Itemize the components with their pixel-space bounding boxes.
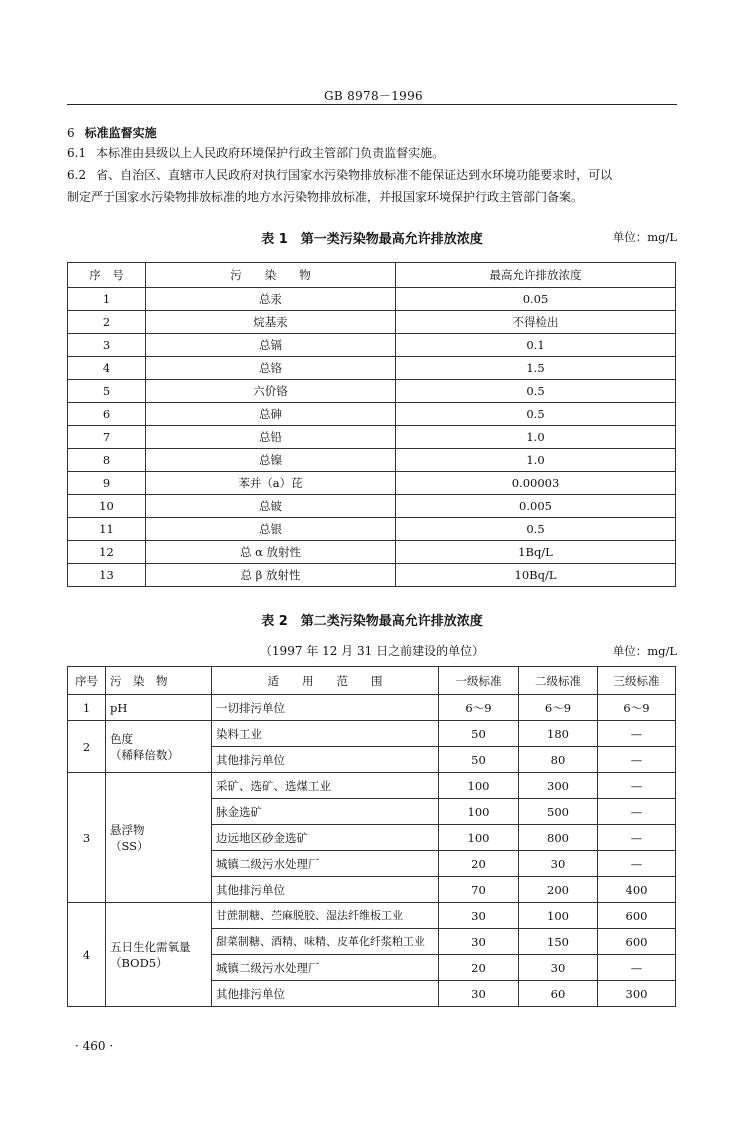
standard-value-cell: — [598, 721, 676, 747]
standard-value-cell: 50 [439, 721, 519, 747]
item-number-cell: 2 [68, 721, 106, 773]
table-cell: 总铅 [146, 426, 396, 449]
column-header: 最高允许排放浓度 [396, 263, 676, 288]
standard-value-cell: 30 [439, 981, 519, 1007]
standard-value-cell: 100 [439, 773, 519, 799]
column-header: 二级标准 [519, 667, 598, 695]
standard-value-cell: 600 [598, 929, 676, 955]
table-cell: 0.5 [396, 380, 676, 403]
standard-value-cell: 80 [519, 747, 598, 773]
table-row [68, 695, 676, 721]
table-cell: 3 [68, 334, 146, 357]
table-cell: 2 [68, 311, 146, 334]
standard-value-cell: — [598, 851, 676, 877]
table-cell: 1 [68, 288, 146, 311]
table1 [67, 262, 676, 587]
pollutant-cell [106, 695, 212, 721]
table-row [68, 721, 676, 747]
standard-value-cell: — [598, 747, 676, 773]
standard-value-cell: 300 [598, 981, 676, 1007]
table-row [68, 334, 676, 357]
table-cell: 4 [68, 357, 146, 380]
scope-cell: 甜菜制糖、酒精、味精、皮革化纤浆粕工业 [212, 929, 439, 955]
paragraph-text: 本标准由县级以上人民政府环境保护行政主管部门负责监督实施。 [96, 146, 445, 160]
column-header: 污 染 物 [106, 667, 212, 695]
table-cell: 1.0 [396, 449, 676, 472]
paragraph-6-2 [67, 164, 679, 208]
table-cell: 0.00003 [396, 472, 676, 495]
paragraph-text: 省、自治区、直辖市人民政府对执行国家水污染物排放标准不能保证达到水环境功能要求时，可以 [96, 168, 613, 182]
table-cell: 六价铬 [146, 380, 396, 403]
scope-cell: 采矿、选矿、选煤工业 [212, 773, 439, 799]
standard-value-cell: 100 [439, 825, 519, 851]
scope-cell: 一切排污单位 [212, 695, 439, 721]
column-header: 适 用 范 围 [212, 667, 439, 695]
standard-value-cell: 100 [439, 799, 519, 825]
table-cell: 总汞 [146, 288, 396, 311]
standard-value-cell: 500 [519, 799, 598, 825]
table-row [68, 903, 676, 929]
item-number-cell: 3 [68, 773, 106, 903]
standard-value-cell: 30 [439, 903, 519, 929]
table-cell: 总 β 放射性 [146, 564, 396, 587]
paragraph-6-1 [67, 142, 679, 164]
paragraph-number: 6.2 [67, 168, 87, 182]
standard-value-cell: 20 [439, 851, 519, 877]
standard-value-cell: 20 [439, 955, 519, 981]
standard-value-cell: 30 [519, 851, 598, 877]
standard-value-cell: 30 [519, 955, 598, 981]
standard-value-cell: 30 [439, 929, 519, 955]
table-cell: 7 [68, 426, 146, 449]
table-row [68, 518, 676, 541]
standard-value-cell: 6～9 [439, 695, 519, 721]
table-row [68, 495, 676, 518]
scope-cell: 其他排污单位 [212, 877, 439, 903]
standard-value-cell: 100 [519, 903, 598, 929]
standard-value-cell: — [598, 773, 676, 799]
table-cell: 总铍 [146, 495, 396, 518]
pollutant-name: 五日生化需氧量 [110, 939, 191, 954]
standard-value-cell: 300 [519, 773, 598, 799]
table-cell: 总铬 [146, 357, 396, 380]
paragraph-number: 6.1 [67, 146, 87, 160]
table-row [68, 311, 676, 334]
table-row [68, 472, 676, 495]
table-cell: 总镉 [146, 334, 396, 357]
table-cell: 10Bq/L [396, 564, 676, 587]
section-number: 6 [67, 126, 75, 140]
header-rule [67, 104, 677, 105]
pollutant-note: （稀释倍数） [110, 747, 179, 762]
pollutant-note: （SS） [110, 838, 149, 853]
column-header: 一级标准 [439, 667, 519, 695]
paragraph-text-continued: 制定严于国家水污染物排放标准的地方水污染物排放标准，并报国家环境保护行政主管部门备案。 [67, 190, 584, 204]
table-cell: 5 [68, 380, 146, 403]
standard-value-cell: — [598, 955, 676, 981]
pollutant-cell [106, 903, 212, 1007]
table1-header-row [68, 263, 676, 288]
table-cell: 不得检出 [396, 311, 676, 334]
table-cell: 苯并（a）芘 [146, 472, 396, 495]
standard-value-cell: 600 [598, 903, 676, 929]
scope-cell: 其他排污单位 [212, 981, 439, 1007]
table-cell: 1.0 [396, 426, 676, 449]
table-cell: 11 [68, 518, 146, 541]
table-cell: 0.1 [396, 334, 676, 357]
scope-cell: 脉金选矿 [212, 799, 439, 825]
column-header: 三级标准 [598, 667, 676, 695]
pollutant-name: pH [110, 700, 128, 715]
table1-unit: 单位：mg/L [612, 230, 677, 244]
table-cell: 1.5 [396, 357, 676, 380]
standard-value-cell: 50 [439, 747, 519, 773]
pollutant-name: 悬浮物 [110, 822, 145, 837]
standard-value-cell: 60 [519, 981, 598, 1007]
table-cell: 0.05 [396, 288, 676, 311]
table-cell: 0.005 [396, 495, 676, 518]
table1-caption: 表 1 第一类污染物最高允许排放浓度 [261, 232, 483, 247]
item-number-cell: 1 [68, 695, 106, 721]
table-row [68, 357, 676, 380]
table2-caption: 表 2 第二类污染物最高允许排放浓度 [261, 614, 483, 629]
table-row [68, 288, 676, 311]
standard-value-cell: 70 [439, 877, 519, 903]
scope-cell: 甘蔗制糖、苎麻脱胶、湿法纤维板工业 [212, 903, 439, 929]
table-cell: 总银 [146, 518, 396, 541]
table-cell: 8 [68, 449, 146, 472]
table-cell: 0.5 [396, 518, 676, 541]
standard-value-cell: 150 [519, 929, 598, 955]
standard-value-cell: — [598, 825, 676, 851]
column-header: 序 号 [68, 263, 146, 288]
table-cell: 6 [68, 403, 146, 426]
table2-subtitle: （1997 年 12 月 31 日之前建设的单位） [259, 644, 485, 658]
pollutant-cell [106, 773, 212, 903]
pollutant-name: 色度 [110, 731, 133, 746]
table-row [68, 541, 676, 564]
scope-cell: 城镇二级污水处理厂 [212, 851, 439, 877]
table2 [67, 666, 676, 1007]
document-header: GB 8978－1996 [324, 89, 423, 103]
column-header: 污 染 物 [146, 263, 396, 288]
table-cell: 10 [68, 495, 146, 518]
scope-cell: 城镇二级污水处理厂 [212, 955, 439, 981]
table-cell: 总砷 [146, 403, 396, 426]
page-number: · 460 · [75, 1039, 114, 1053]
table-row [68, 403, 676, 426]
standard-value-cell: 200 [519, 877, 598, 903]
standard-value-cell: — [598, 799, 676, 825]
table-cell: 13 [68, 564, 146, 587]
standard-value-cell: 6～9 [519, 695, 598, 721]
table-cell: 总镍 [146, 449, 396, 472]
table-cell: 1Bq/L [396, 541, 676, 564]
pollutant-note: （BOD5） [110, 955, 168, 970]
pollutant-cell [106, 721, 212, 773]
column-header: 序号 [68, 667, 106, 695]
table-cell: 总 α 放射性 [146, 541, 396, 564]
section-title: 标准监督实施 [84, 126, 157, 140]
standard-value-cell: 6～9 [598, 695, 676, 721]
standard-value-cell: 400 [598, 877, 676, 903]
scope-cell: 其他排污单位 [212, 747, 439, 773]
table-cell: 9 [68, 472, 146, 495]
table-cell: 烷基汞 [146, 311, 396, 334]
scope-cell: 边远地区砂金选矿 [212, 825, 439, 851]
table2-unit: 单位：mg/L [612, 644, 677, 658]
item-number-cell: 4 [68, 903, 106, 1007]
scope-cell: 染料工业 [212, 721, 439, 747]
table-row [68, 773, 676, 799]
table-row [68, 564, 676, 587]
table-cell: 0.5 [396, 403, 676, 426]
table-cell: 12 [68, 541, 146, 564]
table-row [68, 380, 676, 403]
section-heading [67, 124, 157, 141]
table-row [68, 449, 676, 472]
table2-header-row [68, 667, 676, 695]
standard-value-cell: 180 [519, 721, 598, 747]
standard-value-cell: 800 [519, 825, 598, 851]
table-row [68, 426, 676, 449]
